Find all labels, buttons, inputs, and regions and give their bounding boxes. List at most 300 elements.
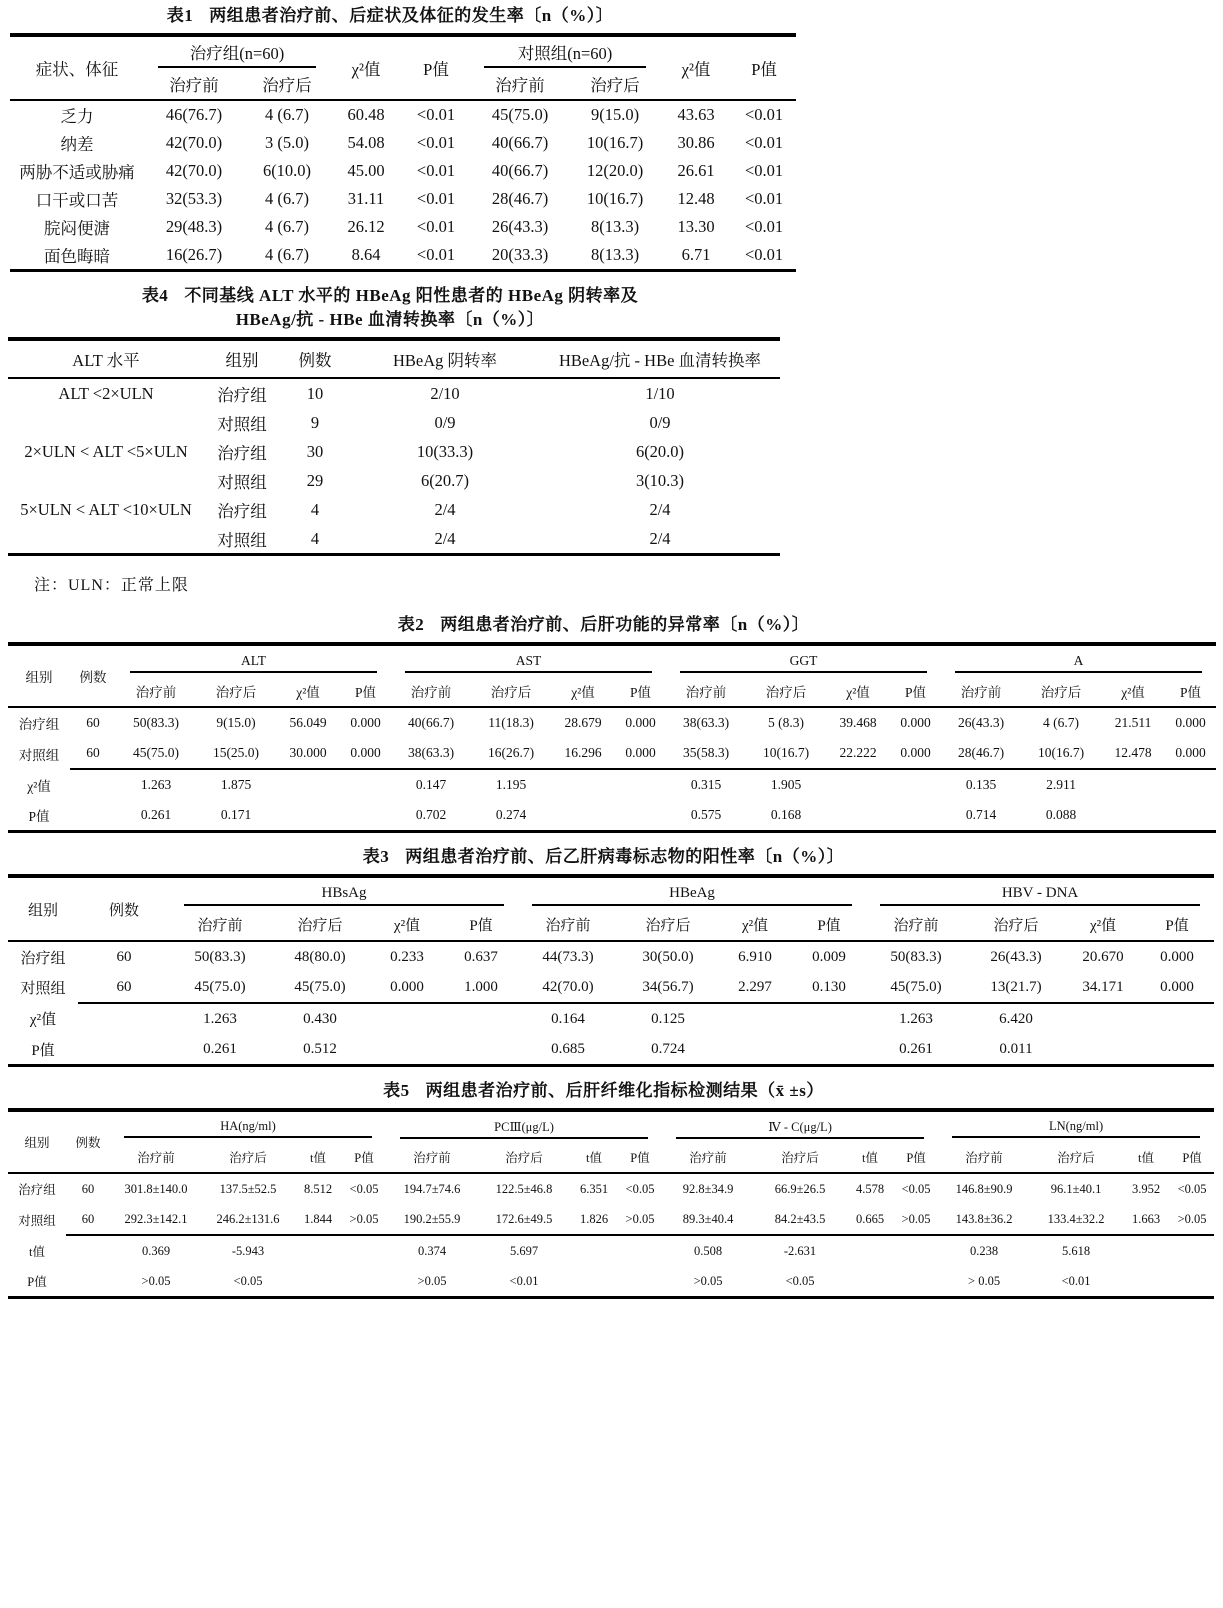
row-label: χ²值	[27, 778, 51, 794]
table4-title-text: 不同基线 ALT 水平的 HBeAg 阳性患者的 HBeAg 阴转率及	[184, 286, 639, 305]
data-cell	[66, 1235, 110, 1266]
row-label: 治疗组	[18, 1183, 56, 1197]
table-row	[8, 1266, 1214, 1298]
table5-title	[0, 1079, 1207, 1103]
column-header: P值	[469, 918, 493, 934]
data-cell: <0.01	[744, 189, 784, 208]
data-cell: <0.01	[1061, 1273, 1091, 1288]
table4-footnote: 注：ULN：正常上限	[34, 577, 189, 594]
data-cell	[78, 1034, 170, 1066]
data-cell: <0.05	[901, 1181, 931, 1196]
data-cell: 0.000	[1175, 745, 1206, 760]
data-cell: 8.512	[303, 1181, 333, 1196]
column-header: HBeAg 阴转率	[392, 351, 498, 370]
table5	[8, 1108, 1223, 1299]
data-cell: 10(16.7)	[1037, 745, 1085, 760]
data-cell: >0.05	[417, 1273, 447, 1288]
column-header: 组别	[27, 902, 58, 919]
table-row	[8, 1173, 1214, 1204]
data-cell: 0.508	[662, 1235, 754, 1266]
column-header: χ²值	[681, 60, 711, 79]
data-cell: 9	[310, 412, 320, 432]
column-header: 症状、体征	[35, 60, 119, 79]
row-label	[8, 466, 204, 495]
data-cell: 16(26.7)	[487, 745, 535, 760]
row-label: ALT <2×ULN	[58, 383, 154, 403]
column-header: 例数	[75, 1136, 101, 1150]
data-cell	[66, 1266, 110, 1298]
column-header: 治疗后	[781, 1151, 819, 1165]
column-header: t值	[310, 1151, 326, 1165]
data-cell: 2/10	[430, 383, 460, 403]
table-row	[10, 241, 796, 271]
data-cell: 0.171	[220, 807, 252, 822]
column-group-header: Ⅳ - C(μg/L)	[662, 1110, 938, 1142]
data-cell: 30.000	[289, 745, 327, 760]
data-cell	[294, 1266, 342, 1298]
column-group-header: ALT	[116, 644, 391, 676]
data-cell: 0.000	[1175, 715, 1206, 730]
data-cell	[570, 1235, 618, 1266]
data-cell: 治疗组	[217, 443, 267, 463]
data-cell: 60	[81, 1211, 95, 1226]
column-header: 治疗前	[410, 685, 452, 700]
column-header: HBeAg/抗 - HBe 血清转换率	[558, 351, 762, 370]
row-label: 对照组	[20, 981, 66, 997]
data-cell: 1.905	[746, 769, 826, 800]
data-cell: <0.01	[744, 161, 784, 180]
data-cell: 40(66.7)	[491, 133, 549, 152]
data-cell	[1170, 1235, 1214, 1266]
table2	[8, 642, 1223, 833]
table2-title-text: 两组患者治疗前、后肝功能的异常率〔n（%）〕	[440, 615, 810, 634]
data-cell: 9(15.0)	[216, 715, 256, 730]
data-cell	[1165, 800, 1216, 832]
data-cell: 6(20.7)	[420, 470, 470, 490]
table-row	[8, 378, 780, 408]
data-cell	[615, 769, 666, 800]
table1-section	[0, 4, 1223, 272]
data-cell	[370, 1034, 444, 1066]
table4	[8, 337, 1223, 556]
data-cell: 0.369	[110, 1235, 202, 1266]
data-cell: 0.637	[464, 948, 498, 965]
table-row	[8, 1204, 1214, 1235]
data-cell: 4	[310, 528, 320, 548]
data-cell: 0.274	[495, 807, 527, 822]
table2-section	[0, 613, 1223, 833]
data-cell: 40(66.7)	[407, 715, 455, 730]
data-cell: 0.374	[386, 1235, 478, 1266]
column-header: 治疗前	[197, 918, 243, 934]
column-header: P值	[906, 1151, 926, 1165]
table-row	[8, 437, 780, 466]
data-cell: <0.05	[1177, 1181, 1207, 1196]
column-header: 治疗后	[590, 75, 640, 95]
data-cell: 133.4±32.2	[1047, 1211, 1105, 1226]
data-cell: 45(75.0)	[491, 105, 549, 124]
data-cell: 1.663	[1131, 1211, 1161, 1226]
data-cell: 60	[116, 948, 132, 965]
data-cell: 26(43.3)	[491, 217, 549, 236]
data-cell: 0.575	[690, 807, 722, 822]
data-cell: <0.01	[416, 105, 456, 124]
data-cell: 12.48	[677, 189, 715, 208]
data-cell: 26(43.3)	[957, 715, 1005, 730]
data-cell: 42(70.0)	[165, 161, 223, 180]
data-cell	[78, 1003, 170, 1034]
data-cell: 10(16.7)	[586, 189, 644, 208]
table1-label: 表1	[166, 6, 194, 25]
data-cell: 35(58.3)	[682, 745, 730, 760]
data-cell: 10(16.7)	[586, 133, 644, 152]
data-cell: 2/4	[649, 499, 671, 519]
data-cell: 0.000	[625, 715, 656, 730]
data-cell: 146.8±90.9	[955, 1181, 1013, 1196]
column-group-header: HBV - DNA	[866, 876, 1214, 909]
data-cell: 0.125	[618, 1003, 718, 1034]
data-cell: 20.670	[1082, 948, 1124, 965]
data-cell: >0.05	[349, 1211, 379, 1226]
column-header: χ²值	[296, 685, 320, 700]
table3-section	[0, 845, 1223, 1067]
data-cell: 301.8±140.0	[124, 1181, 188, 1196]
data-cell	[618, 1266, 662, 1298]
data-cell	[826, 800, 890, 832]
data-cell: 0/9	[434, 412, 456, 432]
data-cell: 29(48.3)	[165, 217, 223, 236]
data-cell: 治疗组	[217, 501, 267, 521]
data-cell: <0.01	[744, 105, 784, 124]
data-cell: 54.08	[347, 133, 385, 152]
data-cell: 38(63.3)	[407, 745, 455, 760]
data-cell: >0.05	[901, 1211, 931, 1226]
spacer	[0, 595, 1223, 613]
data-cell: 4 (6.7)	[265, 105, 309, 124]
table-row	[8, 738, 1216, 769]
table-row	[8, 707, 1216, 738]
table3-label: 表3	[362, 847, 390, 866]
column-header: 治疗后	[1057, 1151, 1095, 1165]
column-header: 治疗前	[137, 1151, 175, 1165]
data-cell: 172.6±49.5	[495, 1211, 553, 1226]
data-cell: 6(10.0)	[262, 161, 312, 180]
data-cell: 43.63	[677, 105, 715, 124]
column-header: P值	[1180, 685, 1202, 700]
column-header: 治疗前	[689, 1151, 727, 1165]
data-cell: 34.171	[1082, 978, 1124, 995]
data-cell: 22.222	[839, 745, 877, 760]
data-cell: 10(33.3)	[416, 441, 474, 461]
column-header: χ²值	[1089, 918, 1117, 934]
column-group-header: AST	[391, 644, 666, 676]
data-cell	[340, 800, 391, 832]
column-header: 治疗后	[1040, 685, 1082, 700]
data-cell	[894, 1235, 938, 1266]
column-header: 例数	[79, 670, 107, 685]
data-cell	[618, 1235, 662, 1266]
data-cell: <0.01	[744, 217, 784, 236]
table-row	[8, 941, 1214, 972]
table-row	[8, 524, 780, 555]
data-cell: 4	[310, 499, 320, 519]
table-row	[8, 1235, 1214, 1266]
data-cell: 45(75.0)	[132, 745, 180, 760]
table4-section	[0, 284, 1223, 595]
data-cell: 9(15.0)	[590, 105, 640, 124]
data-cell: 48(80.0)	[294, 948, 346, 965]
data-cell: 2/4	[434, 499, 456, 519]
row-label: P值	[31, 1042, 55, 1059]
data-cell: 0.147	[391, 769, 471, 800]
data-cell: <0.05	[625, 1181, 655, 1196]
table1-title-text: 两组患者治疗前、后症状及体征的发生率〔n（%）〕	[209, 6, 614, 25]
data-cell: <0.01	[416, 217, 456, 236]
column-header: 治疗前	[495, 75, 545, 95]
data-cell: 5 (8.3)	[768, 715, 805, 730]
data-cell	[276, 800, 340, 832]
data-cell	[1122, 1266, 1170, 1298]
data-cell: 31.11	[347, 189, 385, 208]
data-cell: 122.5±46.8	[495, 1181, 553, 1196]
table2-label: 表2	[397, 615, 425, 634]
data-cell: 50(83.3)	[194, 948, 246, 965]
spacer	[0, 833, 1223, 845]
column-group-header: HBsAg	[170, 876, 518, 909]
data-cell: 96.1±40.1	[1050, 1181, 1102, 1196]
table4-label: 表4	[141, 286, 169, 305]
data-cell: 5.697	[478, 1235, 570, 1266]
data-cell: 8(13.3)	[590, 245, 640, 264]
data-cell: 对照组	[217, 414, 267, 434]
data-cell	[894, 1266, 938, 1298]
column-group-header: HA(ng/ml)	[110, 1110, 386, 1142]
data-cell: 60	[86, 715, 100, 730]
column-header: t值	[1138, 1151, 1155, 1165]
data-cell: 0.130	[812, 978, 846, 995]
column-header: t值	[586, 1151, 602, 1165]
row-label: 乏力	[60, 107, 94, 126]
column-header: 治疗前	[893, 918, 939, 934]
table-row	[8, 800, 1216, 832]
column-header: χ²值	[846, 685, 870, 700]
data-cell: 12(20.0)	[586, 161, 644, 180]
data-cell	[1140, 1003, 1214, 1034]
data-cell	[826, 769, 890, 800]
data-cell: 2/4	[434, 528, 456, 548]
data-cell: -5.943	[202, 1235, 294, 1266]
data-cell: 29	[306, 470, 324, 490]
data-cell: 6.910	[738, 948, 772, 965]
data-cell	[1165, 769, 1216, 800]
data-cell: 45.00	[347, 161, 385, 180]
data-cell: 0.724	[651, 1040, 685, 1057]
data-cell: 60	[116, 978, 132, 995]
column-group-header: HBeAg	[518, 876, 866, 909]
data-cell: <0.01	[416, 133, 456, 152]
column-header: 治疗前	[169, 75, 219, 95]
table-row	[8, 972, 1214, 1003]
column-group-header: 治疗组(n=60)	[144, 35, 330, 68]
column-header: 组别	[24, 1136, 50, 1150]
data-cell: -2.631	[754, 1235, 846, 1266]
table-row	[10, 129, 796, 157]
data-cell: 3(10.3)	[635, 470, 685, 490]
column-header: χ²值	[741, 918, 769, 934]
data-cell	[370, 1003, 444, 1034]
data-cell: 21.511	[1114, 715, 1152, 730]
data-cell: 0.665	[855, 1211, 885, 1226]
data-cell: 60	[81, 1181, 95, 1196]
column-header: P值	[1165, 918, 1189, 934]
data-cell: 56.049	[289, 715, 327, 730]
row-label: 脘闷便溏	[44, 219, 110, 238]
data-cell: 0.000	[350, 715, 381, 730]
table4-grid	[8, 337, 780, 556]
data-cell: 0.430	[270, 1003, 370, 1034]
data-cell: 10	[306, 383, 324, 403]
column-header: 治疗后	[297, 918, 343, 934]
table-row	[10, 100, 796, 129]
data-cell: 50(83.3)	[132, 715, 180, 730]
data-cell: 30.86	[677, 133, 715, 152]
data-cell: 34(56.7)	[642, 978, 694, 995]
data-cell: <0.01	[416, 161, 456, 180]
row-label: 纳差	[60, 135, 94, 154]
data-cell: 40(66.7)	[491, 161, 549, 180]
data-cell: 3.952	[1131, 1181, 1161, 1196]
data-cell: <0.01	[416, 245, 456, 264]
row-label: 对照组	[18, 747, 60, 763]
data-cell	[718, 1034, 792, 1066]
row-label: P值	[27, 1275, 47, 1289]
data-cell: 44(73.3)	[542, 948, 594, 965]
data-cell	[70, 800, 116, 832]
data-cell: 0.000	[1160, 978, 1194, 995]
data-cell: 0.088	[1045, 807, 1077, 822]
data-cell: 89.3±40.4	[682, 1211, 734, 1226]
data-cell: 137.5±52.5	[219, 1181, 277, 1196]
data-cell	[1170, 1266, 1214, 1298]
data-cell	[1122, 1235, 1170, 1266]
data-cell: >0.05	[693, 1273, 723, 1288]
data-cell: 0.000	[390, 978, 424, 995]
data-cell: 0.702	[415, 807, 447, 822]
column-header: P值	[630, 685, 652, 700]
data-cell: 0.009	[812, 948, 846, 965]
column-header: 治疗后	[262, 75, 312, 95]
data-cell: 4 (6.7)	[1043, 715, 1080, 730]
column-header: P值	[630, 1151, 650, 1165]
data-cell: 20(33.3)	[491, 245, 549, 264]
table3-title	[0, 845, 1207, 869]
data-cell: 0.261	[140, 807, 172, 822]
data-cell: 42(70.0)	[165, 133, 223, 152]
data-cell: <0.05	[233, 1273, 263, 1288]
data-cell: 0.714	[965, 807, 997, 822]
data-cell	[718, 1003, 792, 1034]
column-group-header: GGT	[666, 644, 941, 676]
data-cell: 0.238	[938, 1235, 1030, 1266]
data-cell: 26(43.3)	[990, 948, 1042, 965]
data-cell: >0.05	[625, 1211, 655, 1226]
column-header: 治疗后	[993, 918, 1039, 934]
data-cell: 1.263	[866, 1003, 966, 1034]
data-cell: 对照组	[217, 530, 267, 550]
data-cell: 0.000	[625, 745, 656, 760]
column-header: 治疗后	[765, 685, 807, 700]
data-cell: 26.12	[347, 217, 385, 236]
data-cell: 0.011	[999, 1040, 1033, 1057]
data-cell: 6.71	[681, 245, 711, 264]
table4-title	[0, 284, 780, 308]
data-cell	[444, 1034, 518, 1066]
row-label: 口干或口苦	[35, 191, 119, 210]
data-cell: 16(26.7)	[165, 245, 223, 264]
table5-section	[0, 1079, 1223, 1299]
column-header: t值	[862, 1151, 879, 1165]
data-cell: 1.263	[170, 1003, 270, 1034]
data-cell: 6.420	[966, 1003, 1066, 1034]
row-label: 5×ULN < ALT <10×ULN	[20, 499, 192, 519]
table-row	[8, 769, 1216, 800]
data-cell	[342, 1235, 386, 1266]
data-cell: <0.01	[744, 245, 784, 264]
column-header: 治疗前	[965, 1151, 1003, 1165]
column-group-header: PCⅢ(μg/L)	[386, 1110, 662, 1142]
data-cell: 190.2±55.9	[403, 1211, 461, 1226]
data-cell: 28(46.7)	[957, 745, 1005, 760]
data-cell: 0/9	[649, 412, 671, 432]
column-header: 组别	[25, 670, 53, 685]
data-cell: 2.297	[738, 978, 772, 995]
data-cell: <0.05	[349, 1181, 379, 1196]
table5-label: 表5	[383, 1081, 410, 1100]
data-cell: 1.000	[464, 978, 498, 995]
data-cell: 8(13.3)	[590, 217, 640, 236]
data-cell: 246.2±131.6	[216, 1211, 280, 1226]
data-cell	[1066, 1003, 1140, 1034]
row-label: 治疗组	[18, 717, 60, 732]
data-cell	[551, 769, 615, 800]
column-header: 治疗前	[135, 685, 177, 700]
data-cell: 46(76.7)	[165, 105, 223, 124]
data-cell: 4 (6.7)	[265, 245, 309, 264]
data-cell: <0.01	[744, 133, 784, 152]
column-header: 治疗后	[229, 1151, 267, 1165]
data-cell: 194.7±74.6	[403, 1181, 461, 1196]
data-cell: 0.261	[203, 1040, 237, 1057]
table-row	[10, 157, 796, 185]
data-cell: 0.000	[900, 715, 931, 730]
data-cell: 1.195	[471, 769, 551, 800]
data-cell	[276, 769, 340, 800]
data-cell: 13.30	[677, 217, 715, 236]
data-cell: 143.8±36.2	[955, 1211, 1013, 1226]
data-cell	[792, 1003, 866, 1034]
data-cell: 0.000	[350, 745, 381, 760]
data-cell: 治疗组	[217, 385, 267, 405]
data-cell: 6.351	[579, 1181, 609, 1196]
spacer	[0, 1067, 1223, 1079]
column-header: 治疗后	[645, 918, 691, 934]
column-header: P值	[423, 60, 449, 79]
column-header: ALT 水平	[72, 351, 140, 370]
data-cell	[1140, 1034, 1214, 1066]
table3-grid	[8, 874, 1214, 1067]
column-header: χ²值	[351, 60, 381, 79]
data-cell: 5.618	[1030, 1235, 1122, 1266]
